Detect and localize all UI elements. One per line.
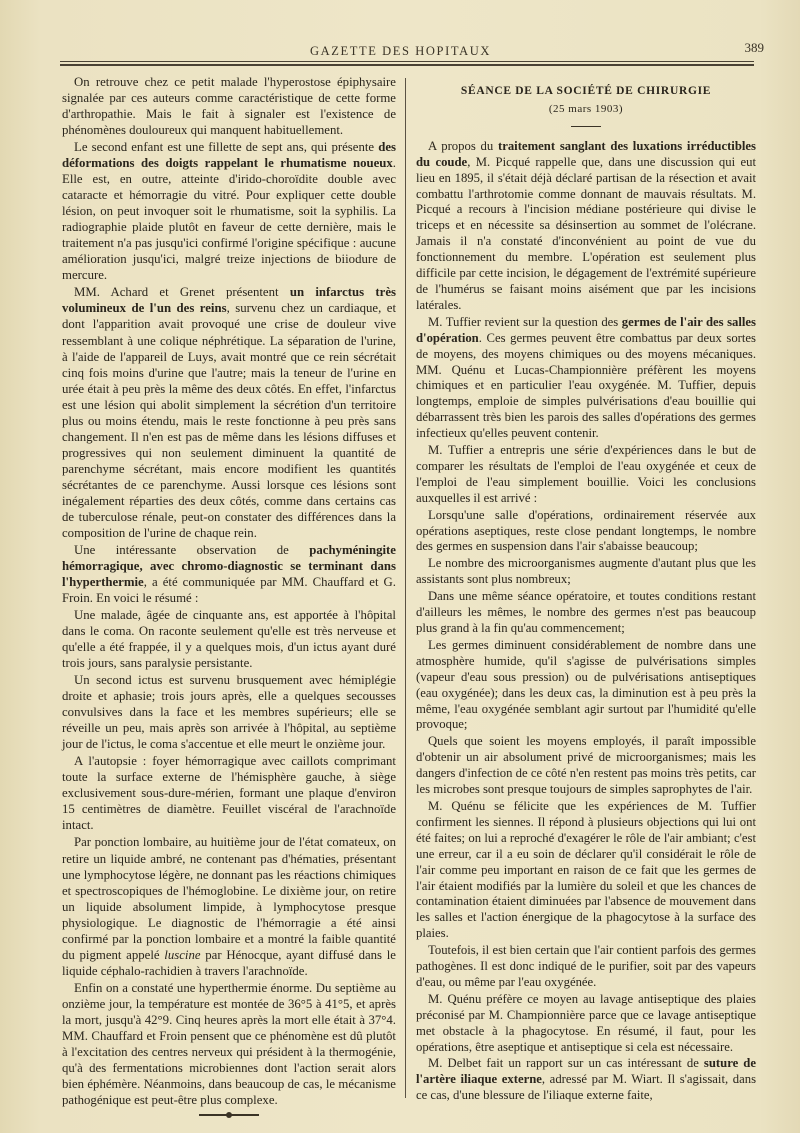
text-run: , adressé par M. Wiart. Il s'agissait, dans ce cas, d'une blessure de l'iliaque externe faite, [416, 1072, 757, 1103]
left-paragraph-7 [62, 753, 396, 833]
end-ornament [199, 1114, 259, 1116]
right-paragraph-4 [416, 508, 756, 556]
text-run: , survenu chez un cardiaque, et dont l'apparition avait provoqué une crise de douleur vive ressemblant à une colique néphrétique. La séparation de l'urine, à l'aide de l'appareil de Luys, avait montré que ce rein sécrétait cinq fois moins d'urine que l'autre; mais la teneur de l'urine en urée était à peu près la même des deux côtés. En effet, l'infarctus est une lésion qui abolit simplement la sécrétion d'un territoire plus ou moins étendu, mais le reste fonctionne à peu près sans changement. Il n'en est pas de même dans les lésions diffuses et progressives qui non seulement diminuent la quantité de parenchyme sécrétant, mais encore modifient les quantités sécrétantes de ce parenchyme. Aussi lorsque ces lésions sont inégalement réparties des deux côtés, comme dans certains cas de tuberculose rénale, peut-on constater des différences dans la composition de l'urine de chaque rein. [62, 301, 396, 540]
right-paragraph-7 [416, 638, 756, 733]
right-paragraph-10 [416, 943, 756, 991]
left-paragraph-8 [62, 834, 396, 978]
left-paragraph-3 [62, 284, 396, 541]
text-run: Enfin on a constaté une hyperthermie énorme. Du septième au onzième jour, la température est montée de 36°5 à 41°5, et après la mort, jusqu'à 42°9. Cinq heures après la mort elle était à 37°4. MM. Chauffard et Froin pensent que ce phénomène est dû plutôt à l'excitation des centres nerveux qui président à la thermogénie, qu'à des fermentations microbiennes dont l'action serait alors bien éphémère. Néanmoins, dans beaucoup de cas, le mécanisme pathogénique est peut-être plus complexe. [62, 980, 396, 1107]
right-paragraph-3 [416, 443, 756, 507]
left-paragraphs [62, 74, 396, 1108]
bold-topic: un infarctus très volumineux de l'un des reins [62, 285, 396, 316]
right-paragraph-2 [416, 315, 756, 442]
text-run: Un second ictus est survenu brusquement avec hémiplégie droite et aphasie; trois jours après, elle a quelques secousses convulsives dans la face et les membres supérieurs; elle se réveille un peu, mais après son arrivée à l'hôpital, au septième jour de l'ictus, le coma s'accentue et elle meurt le onzième jour. [62, 673, 396, 752]
right-paragraph-1 [416, 139, 756, 314]
section-separator [571, 126, 601, 127]
left-paragraph-2 [62, 139, 396, 283]
bold-topic: traitement sanglant des luxations irréductibles du coude [416, 138, 756, 169]
page-number: 389 [744, 40, 764, 55]
text-run: Toutefois, il est bien certain que l'air contient parfois des germes pathogènes. Il est donc indiqué de le purifier, soit par des vapeurs d'eau, ou même par l'eau oxygénée. [416, 943, 756, 989]
text-run: M. Tuffier revient sur la question des [428, 314, 622, 329]
right-paragraph-9 [416, 799, 756, 942]
bold-topic: germes de l'air des salles d'opération [416, 314, 756, 345]
text-run: . Ces germes peuvent être combattus par deux sortes de moyens, des moyens chimiques ou des moyens mécaniques. MM. Quénu et Lucas-Championnière préfèrent les moyens chimiques et en particulier l'eau oxygénée. M. Tuffier, depuis longtemps, emploie de simples pulvérisations d'eau bouillie qui débarrassent très bien les parois des salles d'opérations des germes infectieux qu'elles peuvent contenir. [416, 330, 756, 441]
text-run: . Elle est, en outre, atteinte d'irido-choroïdite double avec cataracte et hémorragie du vitré. Pour expliquer cette double lésion, on peut invoquer soit le rhumatisme, soit la syphilis. La radiographie plaide plutôt en faveur de cette dernière, mais le traitement n'a pas jusqu'ici confirmé l'origine spécifique : aucune amélioration jusqu'ici, malgré treize injections de biiodure de mercure. [62, 156, 396, 283]
text-run: M. Tuffier a entrepris une série d'expériences dans le but de comparer les résultats de l'emploi de l'eau oxygénée et ceux de l'emploi de l'eau simplement bouillie. Voici les conclusions auxquelles il est arrivé : [416, 443, 756, 505]
text-run: Les germes diminuent considérablement de nombre dans une atmosphère humide, qu'il s'agisse de pulvérisations simples (vapeur d'eau sous pression) ou de pulvérisations antiseptiques (eau oxygénée); dans les deux cas, la diminution est à peu près la même, l'eau oxygénée semblant agir surtout par l'humidité qu'elle provoque; [416, 637, 756, 732]
text-run: M. Quénu préfère ce moyen au lavage antiseptique des plaies préconisé par M. Championnière parce que ce lavage antiseptique met obstacle à la phagocytose. En résumé, il faut, pour les opérations, être aseptique et antiseptique si cela est nécessaire. [416, 991, 756, 1054]
text-run: Quels que soient les moyens employés, il paraît impossible d'obtenir un air absolument privé de microorganismes; mais les dangers d'infection de ce côté n'en restent pas moins très petits, car les microbes sont presque toujours de simples saprophytes de l'air. [416, 734, 756, 797]
text-run: Lorsqu'une salle d'opérations, ordinairement réservée aux opérations aseptiques, reste close pendant longtemps, le nombre des germes en suspension dans l'air s'abaisse beaucoup; [416, 507, 756, 554]
bold-topic: suture de l'artère iliaque externe [416, 1056, 756, 1087]
text-run: M. Quénu se félicite que les expériences de M. Tuffier confirment les siennes. Il répond à plusieurs objections qui lui ont été faites; on lui a reproché d'exagérer le rôle de l'air ambiant; c'est une erreur, car il a eu soin de déclarer qu'il considérait le rôle de l'air comme peu important en raison de ce fait que les germes de l'air étaient modifiés par la lumière du soleil et que les chances de contamination étaient diminuées par l'absence de mouvement dans les salles et l'action énergique de la phagocytose à la surface des plaies. [416, 798, 756, 941]
section-title: SÉANCE DE LA SOCIÉTÉ DE CHIRURGIE [460, 85, 712, 97]
left-paragraph-4 [62, 542, 396, 606]
page-header [60, 38, 764, 60]
left-paragraph-1 [62, 74, 396, 138]
header-rule [60, 61, 754, 62]
text-run: Le second enfant est une fillette de sept ans, qui présente [74, 140, 379, 155]
right-paragraph-5 [416, 556, 756, 588]
text-run: Par ponction lombaire, au huitième jour de l'état comateux, on retire un liquide ambré, ne contenant pas d'hématies, présentant une lymphocytose légère, ne donnant pas les réactions chimiques et spectroscopiques de l'hémoglobine. Le dixième jour, on retire un liquide absolument limpide, à lymphocytose presque physiologique. Le diagnostic de l'hémorragie a été ainsi confirmé par la ponction lombaire et a montré la faible quantité du pigment appelé [62, 835, 396, 962]
text-run: , M. Picqué rappelle que, dans une discussion qui eut lieu en 1895, il s'était déjà déclaré partisan de la résection et avait combattu l'arthrotomie comme donnant de mauvais résultats. M. Picqué a recours à l'incision médiane postérieure qui divise le triceps et en nécessite sa désinsertion au sommet de l'olécrane. Jamais il n'a constaté d'inconvénient au point de vue du fonctionnement du membre. L'opération est seulement plus difficile par cette incision, le dégagement de l'extrémité supérieure de l'humérus se faisant moins aisément que par les incisions latérales. [416, 154, 756, 312]
section-date: (25 mars 1903) [548, 102, 624, 115]
text-run: Une intéressante observation de [74, 542, 310, 557]
column-divider [405, 78, 406, 1098]
text-run: A l'autopsie : foyer hémorragique avec caillots comprimant toute la surface externe de l'hémisphère gauche, à siège exclusivement sous-dure-mérien, formant une plaque d'environ 15 centimètres de diamètre. Feuillet viscéral de l'arachnoïde intact. [62, 754, 396, 833]
text-run: Le nombre des microorganismes augmente d'autant plus que les assistants sont plus nombreux; [416, 556, 756, 587]
text-run: A propos du [428, 138, 498, 153]
right-paragraphs [416, 139, 756, 1104]
text-run: MM. Achard et Grenet présentent [74, 285, 290, 300]
left-paragraph-6 [62, 672, 396, 752]
running-title: GAZETTE DES HOPITAUX [310, 44, 491, 58]
right-paragraph-6 [416, 589, 756, 637]
bold-topic: pachyméningite hémorragique, avec chromo-diagnostic se terminant dans l'hyperthermie [62, 542, 396, 589]
text-run: M. Delbet fait un rapport sur un cas intéressant de [428, 1056, 704, 1071]
italic-term: luscine [164, 947, 201, 962]
right-paragraph-8 [416, 734, 756, 798]
right-paragraph-12 [416, 1056, 756, 1104]
text-run: Une malade, âgée de cinquante ans, est apportée à l'hôpital dans le coma. On raconte seulement qu'elle est très nerveuse et qu'elle a été frappée, il y a quelques mois, d'un ictus ayant duré trois jours, sans paralysie persistante. [62, 608, 396, 671]
left-paragraph-5 [62, 607, 396, 671]
left-paragraph-9 [62, 980, 396, 1108]
header-rule-thick [60, 64, 754, 66]
bold-topic: des déformations des doigts rappelant le rhumatisme noueux [62, 140, 396, 171]
text-run: On retrouve chez ce petit malade l'hyperostose épiphysaire signalée par ces auteurs comme caractéristique de cette forme d'arthropathie. Mais le fait à signaler est l'existence de phénomènes douloureux qui manquent habituellement. [62, 75, 396, 138]
left-column [62, 74, 396, 1116]
text-run: , a été communiquée par MM. Chauffard et G. Froin. En voici le résumé : [62, 574, 396, 605]
text-run: Dans une même séance opératoire, et toutes conditions restant d'ailleurs les mêmes, le nombre des germes n'est pas beaucoup plus grand à la fin qu'au commencement; [416, 589, 756, 635]
right-paragraph-11 [416, 992, 756, 1056]
text-run: par Hénocque, ayant diffusé dans le liquide céphalo-rachidien à travers l'arachnoïde. [62, 947, 396, 978]
right-column [416, 74, 756, 1105]
